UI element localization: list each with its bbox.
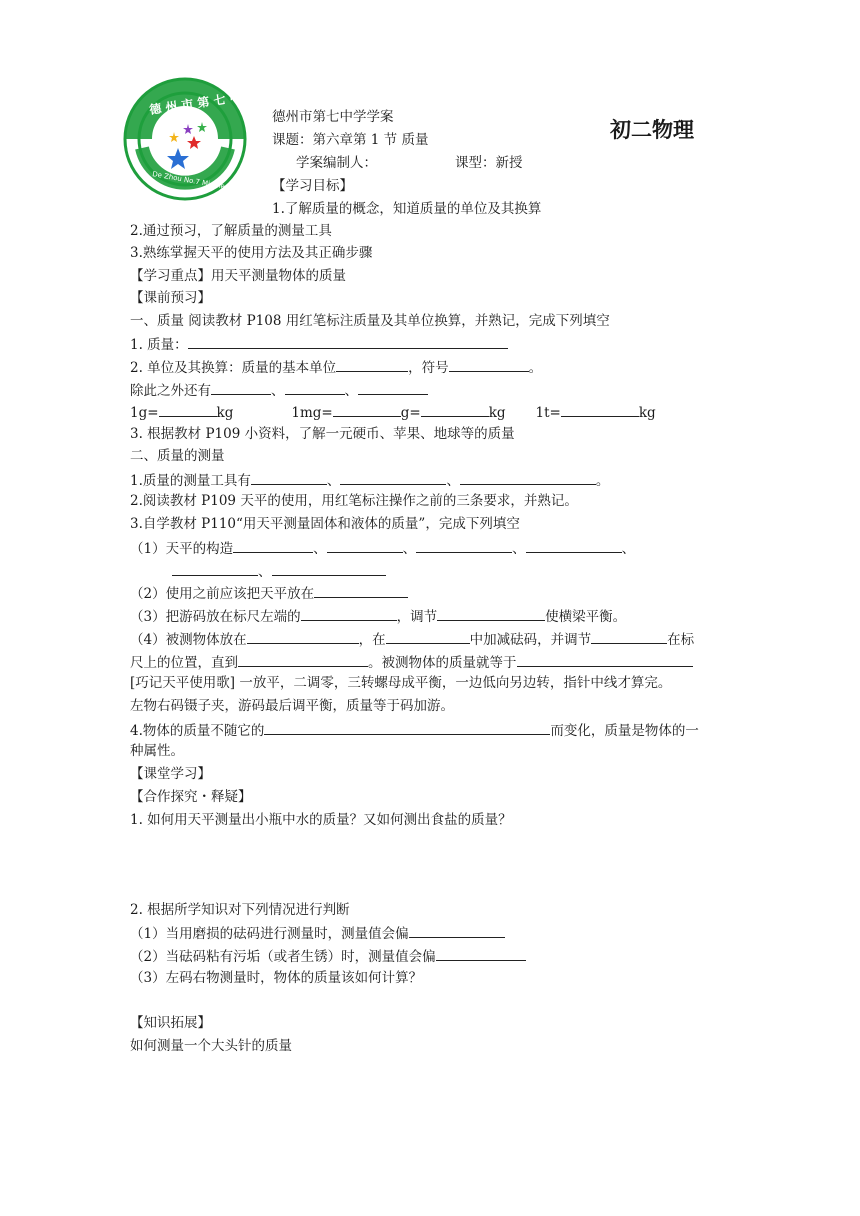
classroom-question-1: 1. 如何用天平测量出小瓶中水的质量？又如何测出食盐的质量？ [130, 812, 512, 828]
separator: 、 [621, 541, 636, 557]
blank-balance-condition[interactable] [238, 652, 368, 667]
question-label: （2）使用之前应该把天平放在 [130, 586, 315, 602]
blank-tool-3[interactable] [460, 470, 596, 485]
separator: 、 [326, 473, 341, 489]
conv-label: kg [216, 405, 234, 421]
unit-conversion-row [130, 402, 656, 422]
question-label: 中加减砝码，并调节 [469, 632, 592, 648]
blank-object-pan[interactable] [247, 629, 359, 644]
blank-mg-to-g[interactable] [333, 402, 401, 417]
goal-item-3: 3.熟练掌握天平的使用方法及其正确步骤 [130, 245, 373, 261]
separator: 、 [271, 383, 285, 399]
question-reversed: （3）左码右物测量时，物体的质量该如何计算？ [130, 970, 423, 986]
question-dirty-weights [130, 946, 526, 966]
blank-dirty-weights[interactable] [436, 946, 526, 961]
question-mass-property [130, 720, 699, 740]
subject-title: 初二物理 [610, 118, 694, 142]
question-unit [130, 357, 542, 377]
blank-tool-1[interactable] [251, 470, 327, 485]
focus-title: 【学习重点】 [130, 268, 211, 284]
author-label: 学案编制人： [296, 155, 377, 171]
blank-part-3[interactable] [416, 538, 512, 553]
blank-g-to-kg[interactable] [159, 402, 217, 417]
question-label: ，符号 [408, 360, 449, 376]
svg-text:De Zhou No.7 Middle School: De Zhou No.7 Middle School [151, 170, 248, 196]
extension-text: 如何测量一个大头针的质量 [130, 1038, 292, 1054]
blank-base-unit[interactable] [336, 357, 408, 372]
rhyme-line-1: [巧记天平使用歌] 一放平，二调零，三转螺母成平衡，一边低向另边转，指针中线才算完。 [130, 675, 672, 691]
question-label: ，在 [358, 632, 386, 648]
blank-mass-equals[interactable] [517, 652, 693, 667]
blank-mass-invariance[interactable] [264, 720, 550, 735]
conv-label: kg [638, 405, 656, 421]
blank-part-4[interactable] [526, 538, 622, 553]
conv-label: 1t= [535, 405, 561, 421]
rhyme-line-2: 左物右码镊子夹，游码最后调平衡，质量等于码加游。 [130, 698, 454, 714]
question-other-units [130, 380, 428, 400]
focus-text: 用天平测量物体的质量 [211, 268, 346, 284]
separator: 、 [446, 473, 460, 489]
blank-part-1[interactable] [233, 538, 313, 553]
question-label: ，调节 [396, 609, 438, 625]
lesson-title: 课题：第六章第 1 节 质量 [272, 132, 429, 148]
question-label: （1）当用磨损的砝码进行测量时，测量值会偏 [130, 926, 409, 942]
blank-adjust-part[interactable] [437, 606, 545, 621]
question-label: 1.质量的测量工具有 [130, 473, 251, 489]
separator: 、 [258, 564, 272, 580]
question-reading: 3. 根据教材 P109 小资料，了解一元硬币、苹果、地球等的质量 [130, 426, 515, 442]
blank-adjust-rider[interactable] [591, 629, 667, 644]
question-label: （1）天平的构造 [130, 541, 234, 557]
conv-label: kg [488, 405, 506, 421]
blank-t-to-kg[interactable] [561, 402, 639, 417]
question-weighing-cont [130, 652, 693, 672]
question-weighing [130, 629, 694, 649]
blank-tool-2[interactable] [340, 470, 446, 485]
classroom-question-2: 2. 根据所学知识对下列情况进行判断 [130, 902, 350, 918]
question-label: 4.物体的质量不随它的 [130, 723, 265, 739]
question-balance-structure-cont [172, 561, 386, 581]
cooperation-title: 【合作探究・释疑】 [130, 789, 252, 805]
extension-title: 【知识拓展】 [130, 1015, 211, 1031]
separator: 、 [344, 383, 358, 399]
question-label: 而变化，质量是物体的一 [550, 723, 699, 739]
lesson-type: 课型：新授 [455, 155, 523, 171]
preview-section-1: 一、质量 阅读教材 P108 用红笔标注质量及其单位换算，并熟记，完成下列填空 [130, 313, 610, 329]
question-zeroing [130, 606, 626, 626]
blank-rider-position[interactable] [301, 606, 397, 621]
blank-unit-1[interactable] [211, 380, 271, 395]
separator: 、 [512, 541, 526, 557]
separator: 、 [313, 541, 327, 557]
question-balance-use: 2.阅读教材 P109 天平的使用，用红笔标注操作之前的三条要求，并熟记。 [130, 493, 578, 509]
blank-mass-definition[interactable] [188, 334, 508, 349]
blank-unit-symbol[interactable] [449, 357, 529, 372]
question-label: 。被测物体的质量就等于 [368, 655, 517, 671]
school-logo [122, 76, 248, 202]
question-mass-property-cont: 种属性。 [130, 743, 184, 759]
question-label: 在标 [667, 632, 695, 648]
question-label: （4）被测物体放在 [130, 632, 247, 648]
question-label: 2. 单位及其换算：质量的基本单位 [130, 360, 337, 376]
blank-mg-to-kg[interactable] [421, 402, 489, 417]
svg-text:德 州 市 第 七 中 学: 德 州 市 第 七 中 学 [148, 87, 248, 117]
blank-unit-2[interactable] [285, 380, 345, 395]
question-label: 。 [528, 360, 543, 376]
question-placement [130, 583, 408, 603]
question-tools [130, 470, 609, 490]
blank-weight-pan[interactable] [386, 629, 470, 644]
conv-label: 1g= [130, 405, 159, 421]
blank-unit-3[interactable] [358, 380, 428, 395]
question-worn-weights [130, 923, 505, 943]
blank-part-5[interactable] [172, 561, 258, 576]
school-name: 德州市第七中学学案 [272, 109, 394, 125]
preview-section-2: 二、质量的测量 [130, 448, 225, 464]
question-label: 使横梁平衡。 [545, 609, 627, 625]
conv-label: 1mg= [291, 405, 333, 421]
question-label: （2）当砝码粘有污垢（或者生锈）时，测量值会偏 [130, 949, 436, 965]
classroom-title: 【课堂学习】 [130, 766, 211, 782]
focus-line [130, 267, 346, 285]
question-label: 尺上的位置，直到 [130, 655, 238, 671]
goal-item-2: 2.通过预习，了解质量的测量工具 [130, 223, 332, 239]
preview-title: 【课前预习】 [130, 290, 211, 306]
blank-worn-weights[interactable] [409, 923, 505, 938]
question-balance-structure [130, 538, 635, 558]
separator: 、 [402, 541, 417, 557]
goal-item-1: 1.了解质量的概念，知道质量的单位及其换算 [272, 201, 542, 217]
blank-part-6[interactable] [272, 561, 386, 576]
question-self-study: 3.自学教材 P110“用天平测量固体和液体的质量”，完成下列填空 [130, 516, 520, 532]
question-label: 1. 质量： [130, 337, 188, 353]
blank-placement[interactable] [314, 583, 408, 598]
question-label: （3）把游码放在标尺左端的 [130, 609, 301, 625]
blank-part-2[interactable] [327, 538, 403, 553]
conv-label: g= [400, 405, 421, 421]
goals-title: 【学习目标】 [272, 178, 353, 194]
separator: 。 [595, 473, 610, 489]
question-mass-definition [130, 334, 508, 354]
question-label: 除此之外还有 [130, 383, 211, 399]
